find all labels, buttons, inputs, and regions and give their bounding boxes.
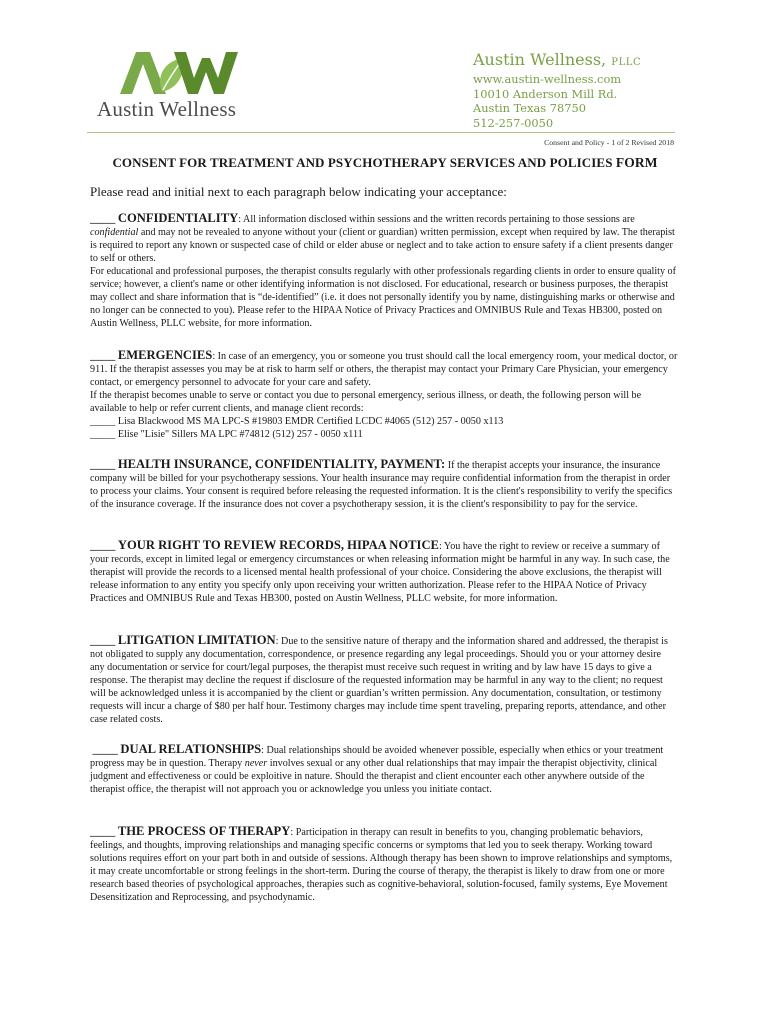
backup-contact-1: _____ Lisa Blackwood MS MA LPC-S #19803 EMDR Certified LCDC #4065 (512) 257 - 0050 x113: [90, 416, 504, 428]
initial-blank[interactable]: _____: [90, 827, 116, 838]
section-records: _____ YOUR RIGHT TO REVIEW RECORDS, HIPAA NOTICE: You have the right to review or receive a summary of your records, except in limited legal or emergency circumstances or when releasing information might be harmful in any way. In such case, the therapist will provide the records to a licensed mental health professional of your choice. Considering the above exclusions, the therapist will release information to any entity you specify only upon receiving your written authorization. Please refer to the HIPAA Notice of Privacy Practices and OMNIBUS Rule and Texas HB300, posted on Austin Wellness, PLLC website, for more information.: [90, 538, 670, 605]
header-divider: [87, 132, 675, 133]
phone-number: 512-257-0050: [473, 115, 554, 130]
firm-name: Austin Wellness, PLLC: [473, 50, 642, 69]
section-insurance: _____ HEALTH INSURANCE, CONFIDENTIALITY, PAYMENT: If the therapist accepts your insurance, the insurance company will be billed for your psychotherapy sessions. Your health insurance may require confidential information from the therapist in order to process your claims. Your consent is required before releasing the requested information. It is the client's responsibility to verify the specifics of the insurance coverage. If the insurance does not cover a psychotherapy session, it is the client's responsibility to pay for the service.: [90, 457, 673, 511]
section-heading: EMERGENCIES: [117, 348, 213, 362]
address-line-2: Austin Texas 78750: [473, 101, 586, 116]
initial-blank[interactable]: _____: [90, 541, 116, 552]
revision-note: Consent and Policy - 1 of 2 Revised 2018: [544, 138, 674, 147]
section-dual-relationships: _____ DUAL RELATIONSHIPS: Dual relationships should be avoided whenever possible, especially when ethics or your treatment progress may be in question. Therapy never involves sexual or any other dual relationships that may impair the therapist objectivity, clinical judgment and effectiveness or could be exploitive in nature. Should the therapist and client encounter each other anywhere outside of the therapist office, the therapist will not approach you or acknowledge you unless you initiate contact.: [90, 742, 664, 796]
logo-letter-w: [174, 52, 238, 94]
section-heading: YOUR RIGHT TO REVIEW RECORDS, HIPAA NOTICE: [117, 538, 439, 552]
initial-blank[interactable]: _____: [90, 351, 116, 362]
section-heading: LITIGATION LIMITATION: [117, 633, 276, 647]
initial-blank[interactable]: _____: [90, 636, 116, 647]
section-paragraph: For educational and professional purposes, the therapist consults regularly with other professionals regarding clients in order to ensure quality of service; however, a client's name or other identifying information is not disclosed. For educational, research or business purposes, the therapist may collect and share information that is “de-identified” (i.e. it does not personally identify you by name, distinguishing marks or otherwise and no longer can be connected to you). Please refer to the HIPAA Notice of Privacy Practices and OMNIBUS Rule and Texas HB300, posted on Austin Wellness, PLLC website, for more information.: [90, 266, 676, 330]
initial-blank[interactable]: _____: [90, 214, 116, 225]
section-emergencies: _____ EMERGENCIES: In case of an emergency, you or someone you trust should call the local emergency room, your medical doctor, or 911. If the therapist assesses you may be at risk to harm self or others, the therapist may contact your Primary Care Physician, your emergency contact, or emergency personnel to advocate for your care and safety. If the therapist becomes unable to serve or contact you due to personal emergency, serious illness, or death, the following person will be available to help or refer current clients, and manage client records: _____ Lisa Blackwood MS MA LPC-S #19803 EMDR Certified LCDC #4065 (512) 257 - 0050 x113 _____ Elise "Lisie" Sillers MA LPC #74812 (512) 257 - 0050 x111: [90, 348, 678, 441]
section-heading: DUAL RELATIONSHIPS: [120, 742, 262, 756]
backup-contact-2: _____ Elise "Lisie" Sillers MA LPC #74812 (512) 257 - 0050 x111: [90, 429, 363, 441]
website-link[interactable]: www.austin-wellness.com: [473, 72, 622, 86]
section-process-of-therapy: _____ THE PROCESS OF THERAPY: Participation in therapy can result in benefits to you, changing problematic behaviors, feelings, and thoughts, improving relationships and managing specific concerns or symptoms that led you to seek therapy. Working toward solutions requires effort on your part both in and outside of sessions. Although therapy has been shown to improve relationships and symptoms, it may create uncomfortable or strong feelings in the short-term. During the course of therapy, the therapist is likely to draw from one or more research based theories of psychological approaches, therapies such as cognitive-behavioral, solution-focused, family systems, Eye Movement Desensitization and Reprocessing, and psychodynamic.: [90, 824, 673, 904]
form-title: CONSENT FOR TREATMENT AND PSYCHOTHERAPY SERVICES AND POLICIES FORM: [112, 155, 658, 170]
section-litigation: _____ LITIGATION LIMITATION: Due to the sensitive nature of therapy and the information shared and addressed, the therapist is not obligated to supply any documentation, correspondence, or presence regarding any legal proceedings. Should you or your attorney desire any documentation or service for court/legal purposes, the therapist must receive such request in writing and by law have 15 days to give a response. The therapist may decline the request if disclosure of the requested information may be harmful in any way to the client; no request will be acknowledged unless it is accompanied by the client or guardian’s written permission. Any documentation, consultation, or testimony requests will incur a charge of $80 per half hour. Testimony charges may include time spent traveling, preparing reports, attendance, and other case related costs.: [90, 633, 668, 726]
section-confidentiality: _____ CONFIDENTIALITY: All information disclosed within sessions and the written records pertaining to those sessions are confidential and may not be revealed to anyone without your (client or guardian) written permission, except when required by law. The therapist is required to report any known or suspected case of child or elder abuse or neglect and to take action to ensure safety if a client presents danger to self or others. For educational and professional purposes, the therapist consults regularly with other professionals regarding clients in order to ensure quality of service; however, a client's name or other identifying information is not disclosed. For educational, research or business purposes, the therapist may collect and share information that is “de-identified” (i.e. it does not personally identify you by name, distinguishing marks or otherwise and no longer can be connected to you). Please refer to the HIPAA Notice of Privacy Practices and OMNIBUS Rule and Texas HB300, posted on Austin Wellness, PLLC website, for more information.: [90, 212, 678, 330]
section-paragraph: If the therapist becomes unable to serve or contact you due to personal emergency, serious illness, or death, the following person will be available to help or refer current clients, and manage client records:: [90, 390, 642, 415]
initial-blank[interactable]: _____: [92, 745, 118, 756]
initial-blank[interactable]: _____: [90, 460, 116, 471]
address-line-1: 10010 Anderson Mill Rd.: [473, 86, 618, 101]
letterhead-contact: [473, 51, 641, 130]
section-heading: THE PROCESS OF THERAPY: [117, 824, 291, 838]
section-heading: CONFIDENTIALITY: [117, 211, 239, 225]
instructions: Please read and initial next to each paragraph below indicating your acceptance:: [90, 184, 507, 199]
section-heading: HEALTH INSURANCE, CONFIDENTIALITY, PAYMENT:: [117, 457, 446, 471]
logo-wordmark: Austin Wellness: [97, 97, 237, 121]
logo-letter-a: [120, 52, 166, 94]
